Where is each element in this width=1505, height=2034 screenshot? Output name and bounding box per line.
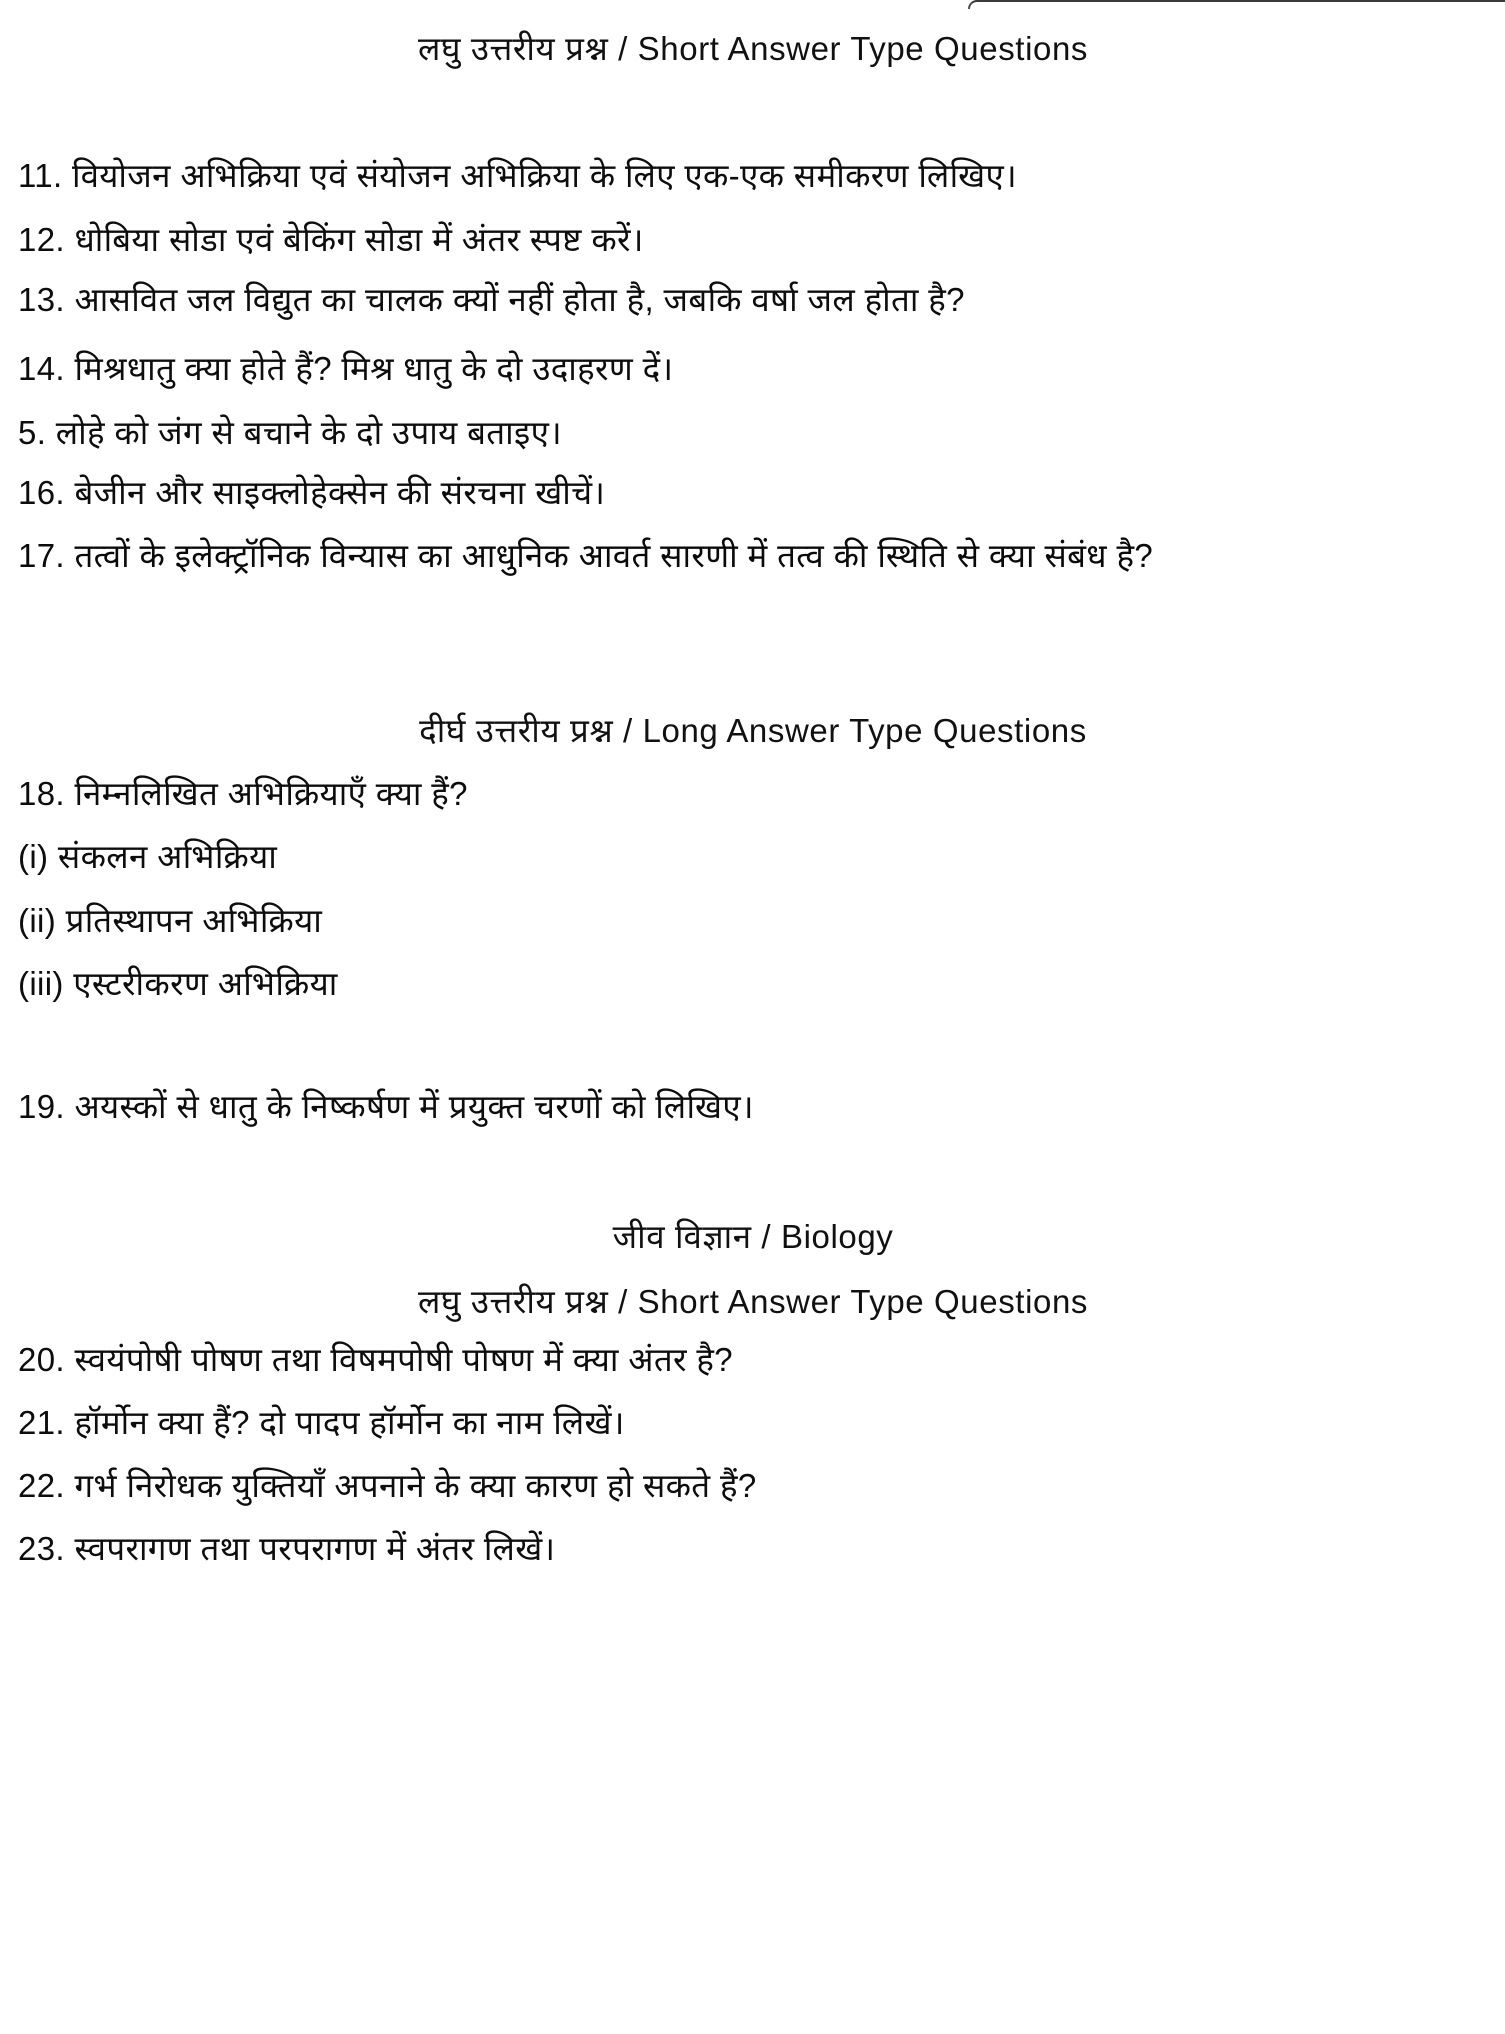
question-18-sub-item-iii [18, 963, 1488, 1006]
question-item-23 [18, 1528, 1488, 1571]
question-item-22 [18, 1465, 1488, 1508]
question-text-17: तत्वों के इलेक्ट्रॉनिक विन्यास का आधुनिक आवर्त सारणी में तत्व की स्थिति से क्या संबंध है? [74, 537, 1154, 574]
question-text-18: निम्नलिखित अभिक्रियाएँ क्या हैं? [74, 775, 468, 812]
question-number-13: 13. [18, 281, 65, 318]
page-top-crop-artifact [968, 0, 1505, 9]
question-text-13: आसवित जल विद्युत का चालक क्यों नहीं होता है, जबकि वर्षा जल होता है? [74, 281, 965, 318]
question-item-20 [18, 1339, 1488, 1382]
question-number-23: 23. [18, 1530, 65, 1567]
sub-item-text-iii: एस्टरीकरण अभिक्रिया [73, 965, 338, 1002]
question-item-21 [18, 1402, 1488, 1445]
heading-long-answer-chemistry: दीर्घ उत्तरीय प्रश्न / Long Answer Type Questions [419, 712, 1087, 749]
question-number-22: 22. [18, 1467, 65, 1504]
question-text-11: वियोजन अभिक्रिया एवं संयोजन अभिक्रिया के लिए एक-एक समीकरण लिखिए। [72, 157, 1017, 194]
question-text-12: धोबिया सोडा एवं बेकिंग सोडा में अंतर स्पष्ट करें। [74, 221, 644, 258]
heading-short-answer-biology: लघु उत्तरीय प्रश्न / Short Answer Type Questions [417, 1283, 1089, 1320]
question-item-15 [18, 412, 1488, 455]
question-text-23: स्वपरागण तथा परपरागण में अंतर लिखें। [74, 1530, 556, 1567]
sub-item-label-iii: (iii) [18, 965, 64, 1002]
question-item-11 [18, 155, 1488, 198]
question-text-21: हॉर्मोन क्या हैं? दो पादप हॉर्मोन का नाम लिखें। [74, 1404, 625, 1441]
question-number-15: 5. [18, 414, 47, 451]
question-item-14 [18, 348, 1488, 391]
question-number-19: 19. [18, 1088, 65, 1125]
question-item-16 [18, 472, 1488, 515]
question-text-19: अयस्कों से धातु के निष्कर्षण में प्रयुक्त चरणों को लिखिए। [74, 1088, 754, 1125]
question-18-sub-item-ii [18, 900, 1488, 943]
question-number-21: 21. [18, 1404, 65, 1441]
question-number-16: 16. [18, 474, 65, 511]
question-number-17: 17. [18, 537, 65, 574]
heading-subject-biology: जीव विज्ञान / Biology [612, 1218, 894, 1255]
question-item-18 [18, 773, 1488, 816]
question-text-16: बेजीन और साइक्लोहेक्सेन की संरचना खीचें। [74, 474, 606, 511]
question-18-sub-item-i [18, 836, 1488, 879]
question-number-20: 20. [18, 1341, 65, 1378]
question-item-19 [18, 1086, 1488, 1129]
question-text-14: मिश्रधातु क्या होते हैं? मिश्र धातु के दो उदाहरण दें। [74, 350, 674, 387]
question-item-17 [18, 534, 1478, 578]
heading-short-answer-chemistry: लघु उत्तरीय प्रश्न / Short Answer Type Questions [417, 30, 1089, 67]
question-number-18: 18. [18, 775, 65, 812]
question-number-12: 12. [18, 221, 65, 258]
sub-item-label-ii: (ii) [18, 902, 57, 939]
question-text-15: लोहे को जंग से बचाने के दो उपाय बताइए। [55, 414, 563, 451]
sub-item-text-i: संकलन अभिक्रिया [57, 838, 278, 875]
question-text-20: स्वयंपोषी पोषण तथा विषमपोषी पोषण में क्या अंतर है? [74, 1341, 733, 1378]
sub-item-label-i: (i) [18, 838, 49, 875]
question-number-11: 11. [18, 157, 63, 194]
question-text-22: गर्भ निरोधक युक्तियाँ अपनाने के क्या कारण हो सकते हैं? [74, 1467, 757, 1504]
question-item-13 [18, 279, 1488, 322]
sub-item-text-ii: प्रतिस्थापन अभिक्रिया [65, 902, 323, 939]
question-item-12 [18, 219, 1488, 262]
question-number-14: 14. [18, 350, 65, 387]
